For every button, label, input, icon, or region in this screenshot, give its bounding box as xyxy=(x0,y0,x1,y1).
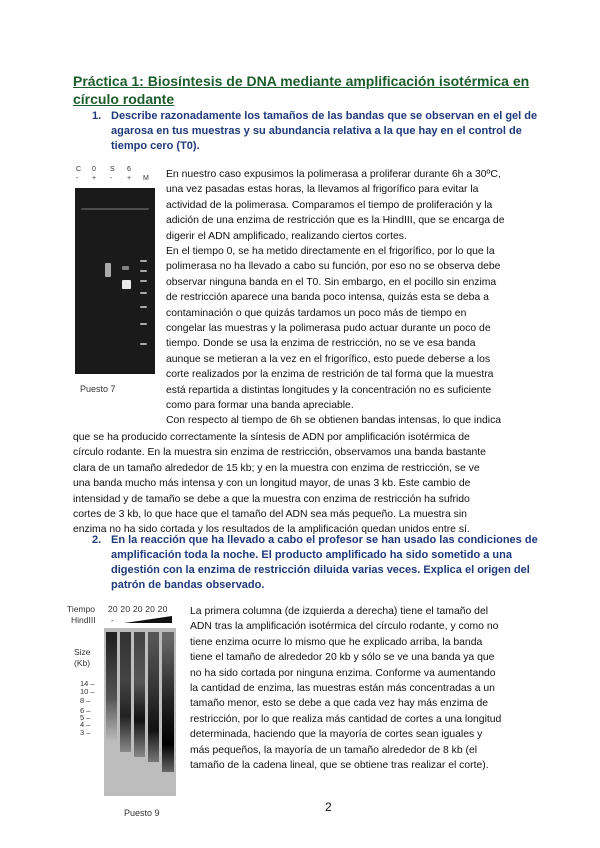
answer-1-line: cortes de 3 kb, lo que hace que el tamaño del ADN sea más pequeño. La muestra sin xyxy=(73,509,467,520)
gel-lane xyxy=(120,632,131,752)
lane-label: 0 xyxy=(92,166,96,173)
answer-1-line: polimerasa no ha llevado a cabo su función, por eso no se observa debe xyxy=(166,261,501,273)
answer-1-line: corte realizados por la enzima de restrición de tal forma que la muestra xyxy=(166,369,494,381)
answer-1-line: intensidad y de tamaño se debe a que la muestra con enzima de restricción ha sufrido xyxy=(73,493,470,505)
size-marker: 14 – xyxy=(80,679,95,688)
lane-label: 6 xyxy=(127,166,131,173)
lane-sign: + xyxy=(92,175,97,182)
answer-1-line: círculo rodante. En la muestra sin enzima de restricción, observamos una banda bastante xyxy=(73,447,486,459)
figure-2-row2-label: HindIII xyxy=(71,615,96,625)
answer-1-line: como para formar una banda apreciable. xyxy=(166,400,354,411)
answer-1-line: congelar las muestras y la polimerasa pudo actuar durante un poco de xyxy=(166,323,491,334)
answer-1-line: está repartida a distintas longitudes y la concentración no es suficiente xyxy=(166,384,492,396)
answer-2-line: la cantidad de enzima, las muestras están más concentradas a un xyxy=(190,683,495,694)
figure-1-caption: Puesto 7 xyxy=(80,384,116,394)
question-2-text: En la reacción que ha llevado a cabo el profesor se han usado las condiciones de amplificación toda la noche. El producto amplificado ha sido sometido a una digestión con la enzima de restricción diluida varias veces. Explica el origen del patrón de bandas observado. xyxy=(111,534,538,591)
size-marker: 8 – xyxy=(80,696,91,705)
figure-2-row1-label: Tiempo xyxy=(67,604,96,614)
gel-image-2 xyxy=(104,628,176,796)
answer-2-line: tiene el tamaño de alrededor 20 kb y sólo se ve una banda ya que xyxy=(190,652,495,664)
answer-2-line: no ha sido cortada por ninguna enzima. Conforme va aumentando xyxy=(190,667,496,679)
gel-band xyxy=(140,292,147,294)
size-marker: 5 – xyxy=(80,713,91,722)
gel-band xyxy=(140,260,147,262)
answer-1-line: digerir el ADN amplificado, realizando ciertos cortes. xyxy=(166,230,407,242)
answer-1-line: enzima no ha sido cortada y los resultados de la amplificación quedan unidos entre sí. xyxy=(73,524,470,536)
answer-1-line: una banda mucho más intensa y con un longitud mayor, de unas 3 kb. Este cambio de xyxy=(73,478,471,490)
answer-2-line: ADN tras la amplificación isotérmica del círculo rodante, y como no xyxy=(190,621,499,633)
answer-1-line: tiempo. Donde se usa la enzima de restricción, no se ve esa banda xyxy=(166,338,476,350)
page-number: 2 xyxy=(325,800,332,814)
gel-band xyxy=(140,280,147,282)
gel-band xyxy=(140,306,147,308)
size-marker: 3 – xyxy=(80,728,91,737)
figure-2-size-label: Size xyxy=(74,647,91,657)
answer-1-line: contaminación o que quizás tardamos un poco más de tiempo en xyxy=(166,307,467,319)
gel-lane xyxy=(106,632,117,742)
answer-1-line: actividad de la polimerasa. Comparamos el tiempo de proliferación y la xyxy=(166,199,493,211)
gel-band xyxy=(122,266,129,270)
gel-wells xyxy=(81,208,149,210)
answer-2-line: determinada, haciendo que la mayoría de cortes sean iguales y xyxy=(190,729,483,741)
page-title: Práctica 1: Biosíntesis de DNA mediante amplificación isotérmica en círculo rodante xyxy=(73,73,530,107)
answer-1-line: clara de un tamaño alrededor de 15 kb; y en la muestra con enzima de restricción, se ve xyxy=(73,462,480,474)
gel-lane xyxy=(148,632,159,762)
figure-2-row2-first: - xyxy=(111,615,114,625)
answer-2-line: más pequeños, la mayoría de un tamaño alrededor de 8 kb (el xyxy=(190,744,478,756)
answer-1-line: que se ha producido correctamente la síntesis de ADN por amplificación isotérmica de xyxy=(73,432,470,443)
gel-image-1 xyxy=(75,188,155,374)
gel-lane xyxy=(134,632,145,757)
answer-1-line: de restricción aparece una banda poco intensa, quizás esta se deba a xyxy=(166,292,489,304)
lane-label: S xyxy=(110,166,115,173)
answer-2-line: restricción, por lo que realiza más cantidad de cortes a una longitud xyxy=(190,713,502,725)
answer-2-line: tamaño menor, esto se debe a que cada vez hay más enzima de xyxy=(190,698,489,710)
gel-band xyxy=(105,263,111,277)
answer-1-line: aunque se metieran a la vez en el frigorífico, esto puede deberse a los xyxy=(166,353,491,365)
figure-2-caption: Puesto 9 xyxy=(124,808,160,818)
answer-2-line: tamaño de la cadena lineal, que se obtiene tras realizar el corte). xyxy=(190,760,489,771)
gel-band xyxy=(140,270,147,272)
size-marker: 10 – xyxy=(80,687,95,696)
lane-sign: - xyxy=(110,175,113,182)
answer-1-line: Con respecto al tiempo de 6h se obtienen bandas intensas, lo que indica xyxy=(166,415,502,427)
answer-1-line: observar ninguna banda en el T0. Sin embargo, en el pocillo sin enzima xyxy=(166,276,497,288)
question-1-text: Describe razonadamente los tamaños de las bandas que se observan en el gel de agarosa en tus muestras y su abundancia relativa a la que hay en el control de tiempo cero (T0). xyxy=(111,110,538,152)
question-1-number: 1. xyxy=(92,110,102,122)
figure-2-size-unit: (Kb) xyxy=(74,658,91,668)
answer-2-line: La primera columna (de izquierda a derecha) tiene el tamaño del xyxy=(190,606,489,617)
size-marker: 6 – xyxy=(80,706,91,715)
lane-sign: - xyxy=(76,175,79,182)
gel-band xyxy=(140,343,147,345)
gel-band xyxy=(122,280,131,289)
enzyme-gradient-wedge xyxy=(124,615,174,625)
answer-2-line: tiene enzima ocurre lo mismo que he explicado arriba, la banda xyxy=(190,636,483,648)
gel-band xyxy=(140,323,147,325)
answer-1-line: En el tiempo 0, se ha metido directamente en el frigorífico, por lo que la xyxy=(166,246,495,257)
size-marker: 4 – xyxy=(80,720,91,729)
gel-lane xyxy=(162,632,174,772)
lane-sign: M xyxy=(143,175,149,182)
question-2-number: 2. xyxy=(92,534,102,546)
lane-label: C xyxy=(76,166,82,173)
answer-1-line: adición de una enzima de restricción que es la HindIII, que se encarga de xyxy=(166,215,505,227)
lane-sign: + xyxy=(127,175,132,182)
figure-2-row1-values: 20 20 20 20 20 xyxy=(108,604,168,614)
answer-1-line: una vez pasadas estas horas, la llevamos al frigorífico para evitar la xyxy=(166,184,479,196)
answer-1-line: En nuestro caso expusimos la polimerasa a proliferar durante 6h a 30ºC, xyxy=(166,169,501,180)
